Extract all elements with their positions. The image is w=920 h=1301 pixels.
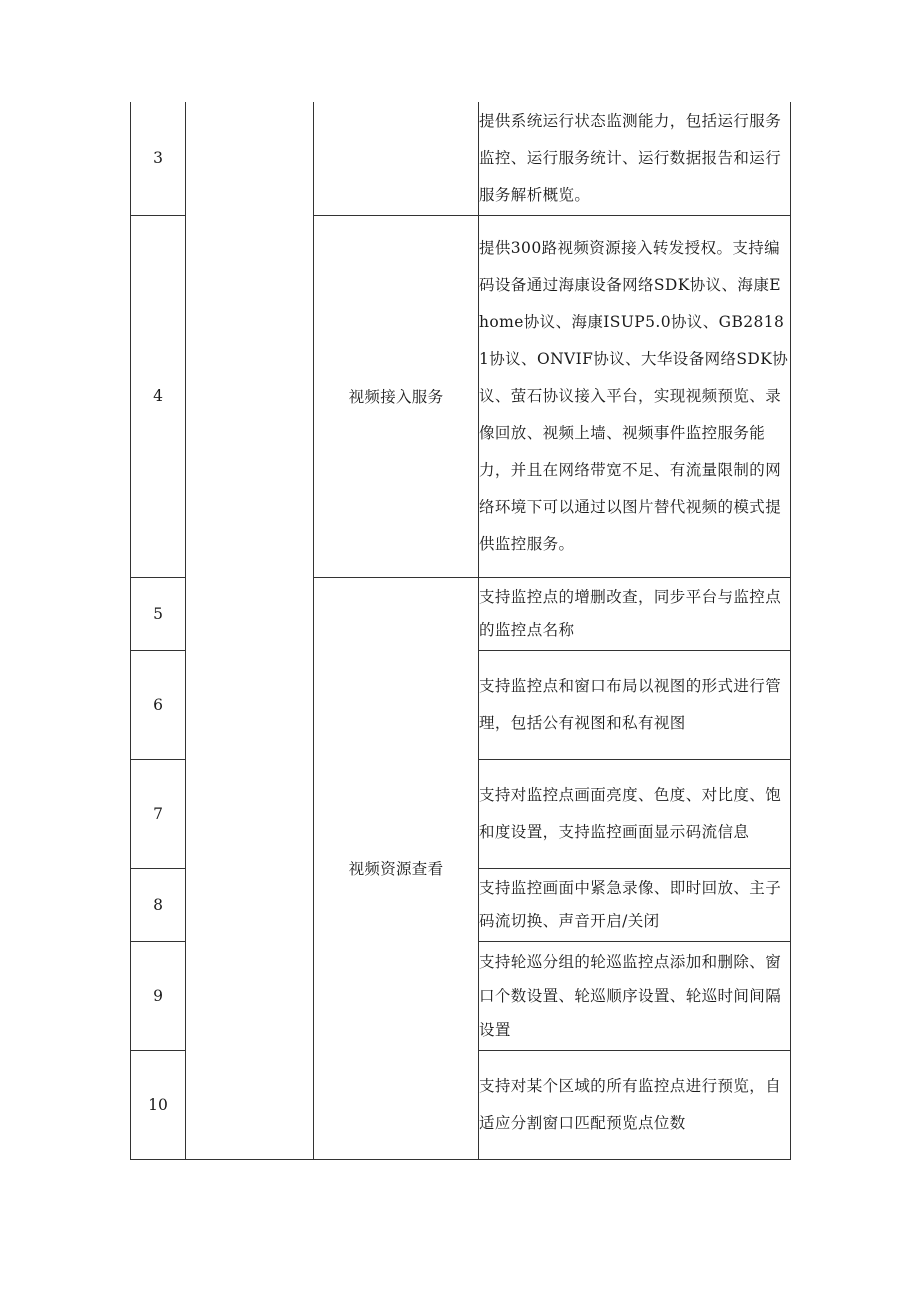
description-cell: 支持对某个区域的所有监控点进行预览，自适应分割窗口匹配预览点位数 [479, 1050, 791, 1159]
description-cell: 提供300路视频资源接入转发授权。支持编码设备通过海康设备网络SDK协议、海康Ehome协议、海康ISUP5.0协议、GB28181协议、ONVIF协议、大华设备网络SDK协议、萤石协议接入平台，实现视频预览、录像回放、视频上墙、视频事件监控服务能力，并且在网络带宽不足、有流量限制的网络环境下可以通过以图片替代视频的模式提供监控服务。 [479, 215, 791, 577]
row-number: 4 [131, 215, 186, 577]
row-number: 5 [131, 577, 186, 650]
row-number: 10 [131, 1050, 186, 1159]
description-cell: 支持监控点和窗口布局以视图的形式进行管理，包括公有视图和私有视图 [479, 650, 791, 759]
category-cell: 视频接入服务 [314, 215, 479, 577]
description-cell: 支持轮巡分组的轮巡监控点添加和删除、窗口个数设置、轮巡顺序设置、轮巡时间间隔设置 [479, 941, 791, 1050]
description-cell: 支持监控点的增删改查，同步平台与监控点的监控点名称 [479, 577, 791, 650]
table-row [131, 102, 791, 215]
row-number: 3 [131, 102, 186, 215]
category-cell [314, 102, 479, 215]
description-cell: 支持监控画面中紧急录像、即时回放、主子码流切换、声音开启/关闭 [479, 868, 791, 941]
description-cell: 提供系统运行状态监测能力，包括运行服务监控、运行服务统计、运行数据报告和运行服务解析概览。 [479, 102, 791, 215]
row-number: 6 [131, 650, 186, 759]
category-cell: 视频资源查看 [314, 577, 479, 1159]
description-cell: 支持对监控点画面亮度、色度、对比度、饱和度设置，支持监控画面显示码流信息 [479, 759, 791, 868]
spec-table [130, 102, 791, 1160]
row-number: 9 [131, 941, 186, 1050]
row-number: 7 [131, 759, 186, 868]
merged-blank-cell [186, 102, 314, 1159]
row-number: 8 [131, 868, 186, 941]
